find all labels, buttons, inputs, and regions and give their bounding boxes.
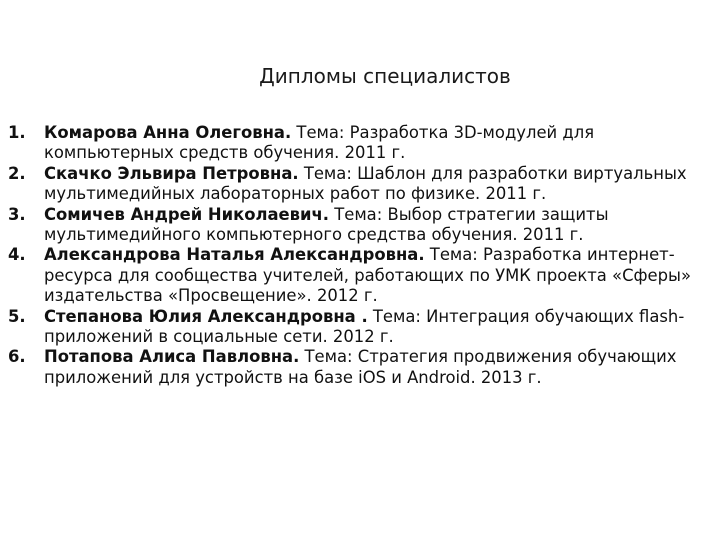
thesis-topic: Тема: Интеграция обучающих flash-приложений в социальные сети. 2012 г. bbox=[44, 306, 685, 347]
item-number: 3. bbox=[8, 204, 26, 224]
item-number: 5. bbox=[8, 306, 26, 326]
list-item bbox=[0, 245, 700, 306]
thesis-topic: Тема: Шаблон для разработки виртуальных мультимедийных лабораторных работ по физике. 2011 г. bbox=[44, 163, 687, 204]
student-name: Александрова Наталья Александровна. bbox=[44, 245, 425, 265]
item-number: 2. bbox=[8, 163, 26, 183]
list-item bbox=[0, 123, 700, 164]
list-item bbox=[0, 205, 700, 246]
student-name: Сомичев Андрей Николаевич. bbox=[44, 204, 330, 224]
student-name: Потапова Алиса Павловна. bbox=[44, 347, 300, 367]
list-item bbox=[0, 307, 700, 348]
thesis-topic: Тема: Стратегия продвижения обучающих приложений для устройств на базе iOS и Android. 2013 г. bbox=[44, 347, 677, 387]
thesis-topic: Тема: Выбор стратегии защиты мультимедийного компьютерного средства обучения. 2011 г. bbox=[44, 204, 609, 245]
item-number: 6. bbox=[8, 347, 26, 367]
student-name: Скачко Эльвира Петровна. bbox=[44, 163, 299, 183]
thesis-topic: Тема: Разработка 3D-модулей для компьютерных средств обучения. 2011 г. bbox=[44, 123, 595, 163]
list-item bbox=[0, 347, 700, 388]
thesis-topic: Тема: Разработка интернет-ресурса для сообщества учителей, работающих по УМК проекта «Сферы» издательства «Просвещение». 2012 г. bbox=[44, 245, 692, 306]
item-number: 1. bbox=[8, 123, 26, 142]
list-item bbox=[0, 164, 700, 205]
student-name: Степанова Юлия Александровна . bbox=[44, 306, 368, 326]
page-title: Дипломы специалистов bbox=[259, 64, 511, 88]
diploma-list bbox=[0, 123, 700, 388]
item-number: 4. bbox=[8, 245, 26, 265]
student-name: Комарова Анна Олеговна. bbox=[44, 123, 292, 142]
